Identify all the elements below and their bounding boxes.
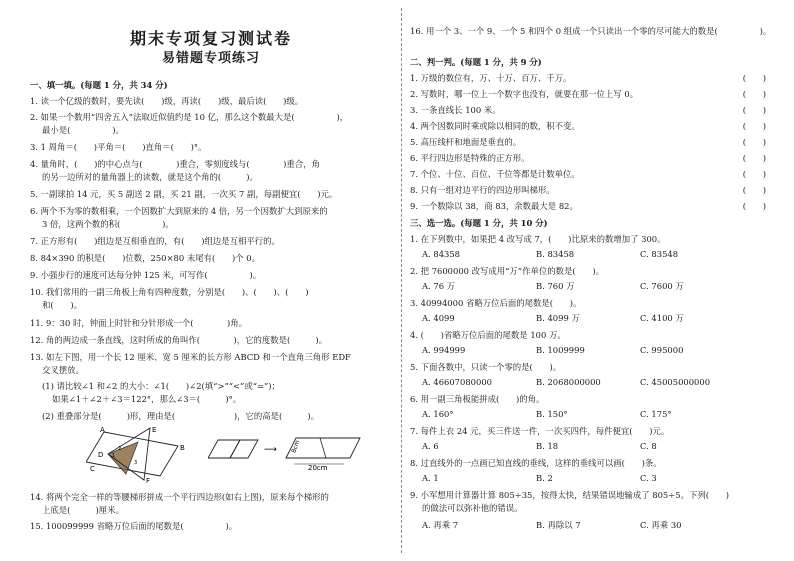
label-B: B [180, 444, 185, 452]
question-13-part-1b: 如果∠1＋∠2＋∠3＝122°，那么∠3＝( )°。 [52, 394, 242, 404]
arrow-icon: ⟶ [264, 445, 277, 455]
judge-4-answer[interactable]: ( ) [742, 121, 766, 131]
label-D: D [98, 451, 104, 459]
question-2-line-2: 最小是( )。 [42, 125, 124, 135]
question-7: 7. 正方形有( )组边是互相垂直的，有( )组边是互相平行的。 [30, 236, 280, 246]
question-4-line-2: 的另一边所对的量角器上的读数，就是这个角的( )。 [42, 172, 258, 182]
label-angle-2: 2 [118, 446, 122, 452]
question-1: 1. 读一个亿级的数时，要先读( )级，再读( )级，最后读( )级。 [30, 96, 304, 106]
question-10-line-1: 10. 我们常用的一副三角板上角有四种度数，分别是( )、( )、( ) [30, 287, 309, 297]
choice-9-line-1: 9. 小军想用计算器计算 805÷35，按得太快，结果错误地输成了 805÷5。下列( ) [410, 490, 730, 500]
choice-8: 8. 过直线外的一点画已知直线的垂线，这样的垂线可以画( )条。 [410, 458, 662, 468]
choice-5: 5. 下面各数中，只读一个零的是( )。 [410, 362, 562, 372]
judge-7-answer[interactable]: ( ) [742, 169, 766, 179]
choice-9-option-b[interactable]: B. 再除以 7 [536, 520, 581, 530]
column-divider [401, 8, 402, 553]
choice-8-option-c[interactable]: C. 3 [640, 473, 657, 483]
choice-1: 1. 在下列数中，如果把 4 改写成 7，( )比原来的数增加了 300。 [410, 234, 666, 244]
judge-3-answer[interactable]: ( ) [742, 105, 766, 115]
choice-6-option-c[interactable]: C. 175° [640, 409, 672, 419]
judge-8-answer[interactable]: ( ) [742, 185, 766, 195]
question-14-line-1: 14. 将两个完全一样的等腰梯形拼成一个平行四边形(如右上图)，原来每个梯形的 [30, 492, 329, 502]
question-2-line-1: 2. 如果一个数用“四舍五入”法取近似值约是 10 亿，那么这个数最大是( )， [30, 112, 349, 122]
question-10-line-2: 和( )。 [42, 300, 83, 310]
label-20cm: 20cm [308, 464, 328, 472]
question-11: 11. 9：30 时，钟面上时针和分针形成一个( )角。 [30, 318, 248, 328]
choice-7: 7. 每件上衣 24 元，买三件送一件，一次买四件，每件便宜( )元。 [410, 426, 670, 436]
question-9: 9. 小强步行的速度可达每分钟 125 米，可写作( )。 [30, 270, 262, 280]
judge-8: 8. 只有一组对边平行的四边形叫梯形。 [410, 185, 555, 195]
trapezoid-left-2 [230, 440, 258, 458]
choice-3-option-b[interactable]: B. 4099 万 [536, 313, 580, 323]
choice-8-option-b[interactable]: B. 2 [536, 473, 553, 483]
question-13-line-2: 交叉摆放。 [42, 365, 84, 375]
question-16: 16. 用一个 3、一个 9、一个 5 和四个 0 组成一个只读出一个零的尽可能大的数是( )。 [410, 26, 772, 36]
choice-5-option-b[interactable]: B. 2068000000 [536, 377, 601, 387]
choice-7-option-c[interactable]: C. 8 [640, 441, 657, 451]
choice-9-option-c[interactable]: C. 再乘 30 [640, 520, 682, 530]
question-15: 15. 100099999 省略万位后面的尾数是( )。 [30, 521, 238, 531]
split-line [320, 438, 326, 458]
choice-7-option-b[interactable]: B. 18 [536, 441, 559, 451]
choice-1-option-c[interactable]: C. 83548 [640, 249, 679, 259]
judge-2-answer[interactable]: ( ) [742, 89, 766, 99]
judge-2: 2. 写数时，哪一位上一个数字也没有，就要在那一位上写 0。 [410, 89, 639, 99]
judge-9: 9. 一个数除以 38，商 83，余数最大是 82。 [410, 201, 578, 211]
question-13-part-2: (2) 重叠部分是( )形，理由是( )，它的高是( )。 [42, 411, 320, 421]
section-fill-heading: 一、填一填。(每题 1 分，共 34 分) [30, 80, 168, 90]
judge-5-answer[interactable]: ( ) [742, 137, 766, 147]
question-6-line-1: 6. 两个不为零的数相乘，一个因数扩大到原来的 4 倍，另一个因数扩大到原来的 [30, 206, 328, 216]
choice-4-option-c[interactable]: C. 995000 [640, 345, 684, 355]
choice-6: 6. 用一副三角板能拼成( )的角。 [410, 394, 545, 404]
page-subtitle: 易错题专项练习 [161, 51, 260, 66]
page-title: 期末专项复习测试卷 [129, 29, 292, 48]
question-12: 12. 角的两边成一条直线，这时所成的角叫作( )，它的度数是( )。 [30, 335, 328, 345]
question-13-part-1: (1) 请比较∠1 和∠2 的大小：∠1( )∠2(填“>”“<”或“=”)； [42, 381, 280, 391]
choice-2-option-c[interactable]: C. 7600 万 [640, 281, 684, 291]
choice-7-option-a[interactable]: A. 6 [422, 441, 439, 451]
rectangle-triangle-figure [86, 424, 186, 484]
label-E: E [152, 426, 157, 434]
question-3: 3. 1 周角＝( )平角＝( )直角＝( )°。 [30, 142, 207, 152]
judge-1: 1. 万级的数位有，万、十万、百万、千万。 [410, 73, 572, 83]
choice-1-option-a[interactable]: A. 84358 [422, 249, 461, 259]
section-choose-heading: 三、选一选。(每题 1 分，共 10 分) [410, 218, 548, 228]
choice-3-option-a[interactable]: A. 4099 [422, 313, 455, 323]
trapezoid-figure [208, 432, 368, 472]
choice-4: 4. ( )省略万位后面的尾数是 100 万。 [410, 330, 566, 340]
label-F: F [146, 477, 151, 484]
choice-2-option-a[interactable]: A. 76 万 [422, 281, 456, 291]
question-14-line-2: 上底是( )厘米。 [42, 505, 124, 515]
choice-6-option-b[interactable]: B. 150° [536, 409, 568, 419]
section-judge-heading: 二、判一判。(每题 1 分，共 9 分) [410, 57, 542, 67]
choice-8-option-a[interactable]: A. 1 [422, 473, 439, 483]
choice-2: 2. 把 7600000 改写成用“万”作单位的数是( )。 [410, 266, 604, 276]
question-6-line-2: 3 倍，这两个数的积( )。 [42, 219, 174, 229]
choice-9-line-2: 的做法可以弥补他的错误。 [422, 503, 523, 513]
judge-5: 5. 高压线杆和地面是垂直的。 [410, 137, 522, 147]
question-4-line-1: 4. 量角时，( )的中心点与( )重合，零刻度线与( )重合，角 [30, 159, 320, 169]
label-angle-3: 3 [134, 460, 138, 466]
label-angle-1: 1 [112, 453, 116, 459]
choice-3: 3. 40994000 省略万位后面的尾数是( )。 [410, 298, 582, 308]
label-A: A [100, 426, 105, 434]
judge-7: 7. 个位、十位、百位、千位等都是计数单位。 [410, 169, 580, 179]
judge-6: 6. 平行四边形是特殊的正方形。 [410, 153, 530, 163]
choice-4-option-a[interactable]: A. 994999 [422, 345, 466, 355]
choice-2-option-b[interactable]: B. 760 万 [536, 281, 575, 291]
judge-3: 3. 一条直线长 100 米。 [410, 105, 501, 115]
choice-6-option-a[interactable]: A. 160° [422, 409, 454, 419]
question-5: 5. 一副球拍 14 元，买 5 副送 2 副，买 21 副，一次买 7 副，每副便宜( )元。 [30, 189, 338, 199]
label-8cm: 8cm [290, 439, 302, 454]
judge-9-answer[interactable]: ( ) [742, 201, 766, 211]
choice-9-option-a[interactable]: A. 再乘 7 [422, 520, 459, 530]
judge-1-answer[interactable]: ( ) [742, 73, 766, 83]
judge-6-answer[interactable]: ( ) [742, 153, 766, 163]
judge-4: 4. 两个因数同时乘或除以相同的数，积不变。 [410, 121, 580, 131]
choice-1-option-b[interactable]: B. 83458 [536, 249, 575, 259]
choice-4-option-b[interactable]: B. 1009999 [536, 345, 585, 355]
question-13-line-1: 13. 如左下图，用一个长 12 厘米、宽 5 厘米的长方形 ABCD 和一个直角三角形 EDF [30, 352, 351, 362]
choice-3-option-c[interactable]: C. 4100 万 [640, 313, 684, 323]
question-8: 8. 84×390 的积是( )位数，250×80 末尾有( )个 0。 [30, 253, 260, 263]
choice-5-option-a[interactable]: A. 46607080000 [422, 377, 492, 387]
choice-5-option-c[interactable]: C. 45005000000 [640, 377, 711, 387]
label-C: C [90, 465, 95, 473]
